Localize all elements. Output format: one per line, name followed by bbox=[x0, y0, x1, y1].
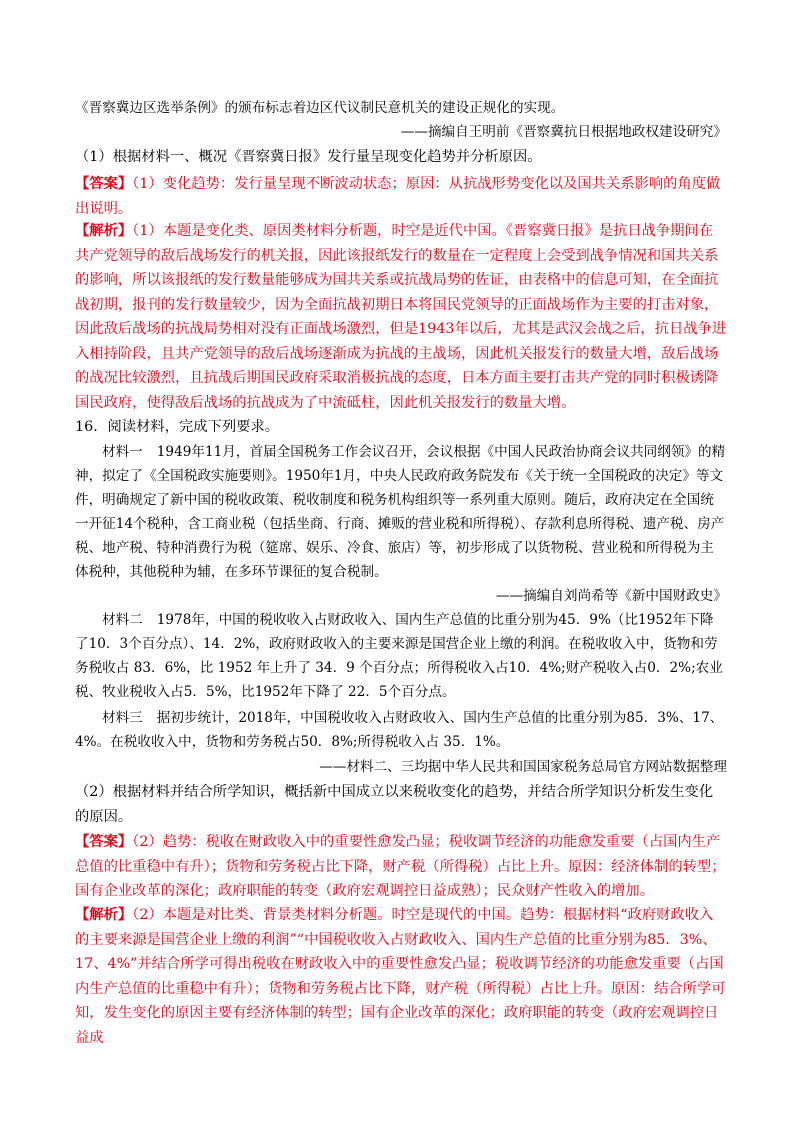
material-three-label: 材料三 bbox=[102, 710, 143, 726]
analysis-tag: 【解析】 bbox=[75, 907, 133, 923]
q1-analysis bbox=[75, 219, 727, 415]
answer-tag: 【答案】 bbox=[75, 834, 133, 850]
q1-question: （1）根据材料一、概况《晋察冀日报》发行量呈现变化趋势并分析原因。 bbox=[75, 149, 542, 165]
material-two-text: 1978年，中国的税收收入占财政收入、国内生产总值的比重分别为45．9%（比1952年下降了10．3个百分点）、14．2%，政府财政收入的主要来源是国营企业上缴的利润。在税收收入中，货物和劳务税收占 83．6%，比 1952 年上升了 34．9 个百分点；所得税收入占10．4%;财产税收入占0．2%;农业税、牧业税收入占5．5%，比1952年下降了 22．5个百分点。 bbox=[75, 612, 723, 700]
q2-question: （2）根据材料并结合所学知识，概括新中国成立以来税收变化的趋势，并结合所学知识分析发生变化的原因。 bbox=[75, 784, 714, 825]
analysis-tag: 【解析】 bbox=[75, 223, 133, 239]
material-two bbox=[75, 608, 727, 704]
material-three-text: 据初步统计，2018年，中国税收收入占财政收入、国内生产总值的比重分别为85．3%、17、4%。在税收收入中，货物和劳务税占50．8%;所得税收入占 35．1%。 bbox=[75, 710, 724, 750]
q2-analysis-text: （2）本题是对比类、背景类材料分析题。时空是现代的中国。趋势：根据材料“政府财政收入的主要来源是国营企业上缴的利润”“中国税收收入占财政收入、国内生产总值的比重分别为85．3%、17、4%”并结合所学可得出税收在财政收入中的重要性愈发凸显；税收调节经济的功能愈发重要（占国内生产总值的比重稳中有升）；货物和劳务税占比下降，财产税（所得税）占比上升。原因：结合所学可知，发生变化的原因主要有经济体制的转型；国有企业改革的深化；政府职能的转变（政府宏观调控日益成 bbox=[75, 907, 726, 1046]
material-one bbox=[75, 440, 727, 584]
material-one-text: 1949年11月，首届全国税务工作会议召开，会议根据《中国人民政治协商会议共同纲领》的精神，拟定了《全国税政实施要则》。1950年1月，中央人民政府政务院发布《关于统一全国税政的决定》等文件，明确规定了新中国的税收政策、税收制度和税务机构组织等一系列重大原则。随后，政府决定在全国统一开征14个税种，含工商业税（包括坐商、行商、摊贩的营业税和所得税）、存款利息所得税、遗产税、房产税、地产税、特种消费行为税（筵席、娱乐、冷食、旅店）等，初步形成了以货物税、营业税和所得税为主体税种，其他税种为辅，在多环节课征的复合税制。 bbox=[75, 444, 726, 580]
q2-analysis bbox=[75, 903, 727, 1050]
q2-answer bbox=[75, 830, 727, 904]
q2-answer-text: （2）趋势：税收在财政收入中的重要性愈发凸显；税收调节经济的功能愈发重要（占国内生产总值的比重稳中有升）；货物和劳务税占比下降，财产税（所得税）占比上升。原因：经济体制的转型；国有企业改革的深化；政府职能的转变（政府宏观调控日益成熟）；民众财产性收入的增加。 bbox=[75, 834, 726, 899]
intro-text: 《晋察冀边区选举条例》的颁布标志着边区代议制民意机关的建设正规化的实现。 bbox=[75, 100, 565, 116]
material-one-label: 材料一 bbox=[102, 444, 143, 460]
intro-source: ——摘编自王明前《晋察冀抗日根据地政权建设研究》 bbox=[400, 124, 727, 140]
q16-title: 16．阅读材料，完成下列要求。 bbox=[75, 419, 280, 435]
q1-answer-text: （1）变化趋势：发行量呈现不断波动状态；原因：从抗战形势变化以及国共关系影响的角度做出说明。 bbox=[75, 176, 721, 217]
q1-answer bbox=[75, 172, 727, 221]
material-one-source: ——摘编自刘尚希等《新中国财政史》 bbox=[495, 588, 727, 604]
material-three bbox=[75, 706, 727, 754]
answer-tag: 【答案】 bbox=[75, 176, 133, 192]
q1-analysis-text: （1）本题是变化类、原因类材料分析题，时空是近代中国。《晋察冀日报》是抗日战争期间在共产党领导的敌后战场发行的机关报，因此该报纸发行的数量在一定程度上会受到战争情况和国共关系的影响，所以该报纸的发行数量能够成为国共关系或抗战局势的佐证，由表格中的信息可知，在全面抗战初期，报刊的发行数量较少，因为全面抗战初期日本将国民党领导的正面战场作为主要的打击对象，因此敌后战场的抗战局势相对没有正面战场激烈，但是1943年以后，尤其是武汉会战之后，抗日战争进入相持阶段，且共产党领导的敌后战场逐渐成为抗战的主战场，因此机关报发行的数量大增，敌后战场的战况比较激烈，且抗战后期国民政府采取消极抗战的态度，日本方面主要打击共产党的同时积极诱降国民政府，使得敌后战场的抗战成为了中流砥柱，因此机关报发行的数量大增。 bbox=[75, 223, 727, 411]
material-two-three-source: ——材料二、三均据中华人民共和国国家税务总局官方网站数据整理 bbox=[319, 759, 727, 775]
material-two-label: 材料二 bbox=[102, 612, 143, 628]
